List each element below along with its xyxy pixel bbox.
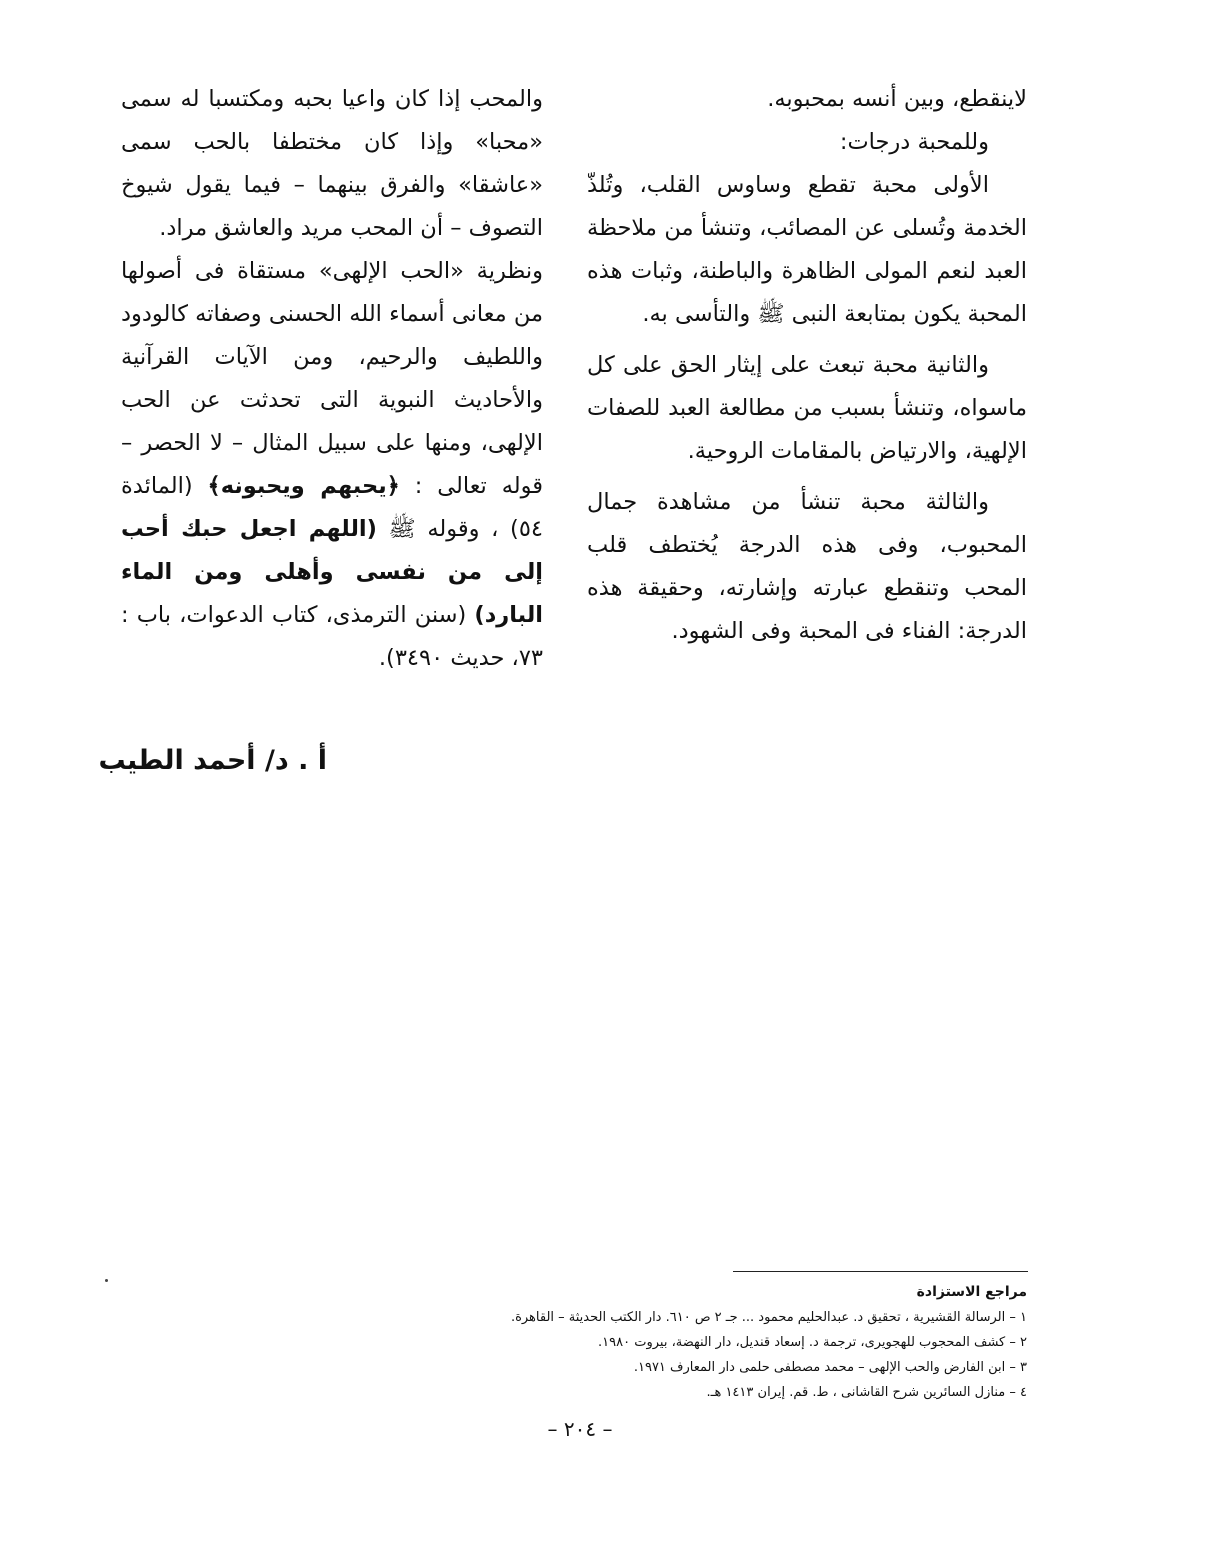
page-number: – ٢٠٤ – <box>547 1417 613 1441</box>
footnote-divider <box>733 1271 1028 1272</box>
paragraph: لاينقطع، وبين أنسه بمحبوبه. <box>767 86 1027 112</box>
hadith-quote: (اللهم اجعل حبك أحب إلى من نفسى وأهلى ومن الماء البارد) <box>121 516 543 628</box>
paragraph-text: ونظرية «الحب الإلهى» مستقاة فى أصولها من معانى أسماء الله الحسنى وصفاته كالودود واللطيف والرحيم، ومن الآيات القرآنية والأحاديث النبوية التى تحدثت عن الحب الإلهى، ومنها على سبيل المثال – لا الحصر – قوله تعالى : <box>121 258 544 499</box>
paragraph: والثانية محبة تبعث على إيثار الحق على كل ماسواه، وتنشأ بسبب من مطالعة العبد للصفات الإلهية، والارتياض بالمقامات الروحية. <box>587 352 1027 464</box>
paragraph: وللمحبة درجات: <box>839 129 989 155</box>
reference-item: ١ – الرسالة القشيرية ، تحقيق د. عبدالحليم محمود ... جـ ٢ ص ٦١٠. دار الكتب الحديثة – القاهرة. <box>510 1310 1027 1325</box>
paragraph <box>121 250 543 680</box>
reference-item: ٢ – كشف المحجوب للهجويرى، ترجمة د. إسعاد قنديل، دار النهضة، بيروت ١٩٨٠. <box>598 1335 1027 1350</box>
citation: (المائدة ٥٤) ، وقوله ﷺ <box>121 473 543 542</box>
citation: (سنن الترمذى، كتاب الدعوات، باب : ٧٣، حديث ٣٤٩٠). <box>121 602 543 671</box>
reference-item: ٤ – منازل السائرين شرح القاشانى ، ط. قم. إيران ١٤١٣ هـ. <box>706 1385 1027 1400</box>
references-heading: مراجع الاستزادة <box>916 1284 1027 1300</box>
quran-verse: ﴿يحبهم ويحبونه﴾ <box>207 473 400 499</box>
reference-item: ٣ – ابن الفارض والحب الإلهى – محمد مصطفى حلمى دار المعارف ١٩٧١. <box>633 1360 1027 1375</box>
references-section <box>407 1280 1027 1405</box>
left-column <box>121 78 543 680</box>
scan-speck <box>105 1279 108 1282</box>
paragraph: الأولى محبة تقطع وساوس القلب، وتُلذّ الخدمة وتُسلى عن المصائب، وتنشأ من ملاحظة العبد لنعم المولى الظاهرة والباطنة، وثبات هذه المحبة يكون بمتابعة النبى ﷺ والتأسى به. <box>587 172 1027 327</box>
right-column <box>587 78 1027 653</box>
paragraph: والثالثة محبة تنشأ من مشاهدة جمال المحبوب، وفى هذه الدرجة يُختطف قلب المحب وتنقطع عبارته وإشارته، وحقيقة هذه الدرجة: الفناء فى المحبة وفى الشهود. <box>587 489 1027 644</box>
paragraph: والمحب إذا كان واعيا بحبه ومكتسبا له سمى «محبا» وإذا كان مختطفا بالحب سمى «عاشقا» والفرق بينهما – فيما يقول شيوخ التصوف – أن المحب مريد والعاشق مراد. <box>121 86 543 241</box>
author-signature: أ . د/ أحمد الطيب <box>98 745 327 776</box>
